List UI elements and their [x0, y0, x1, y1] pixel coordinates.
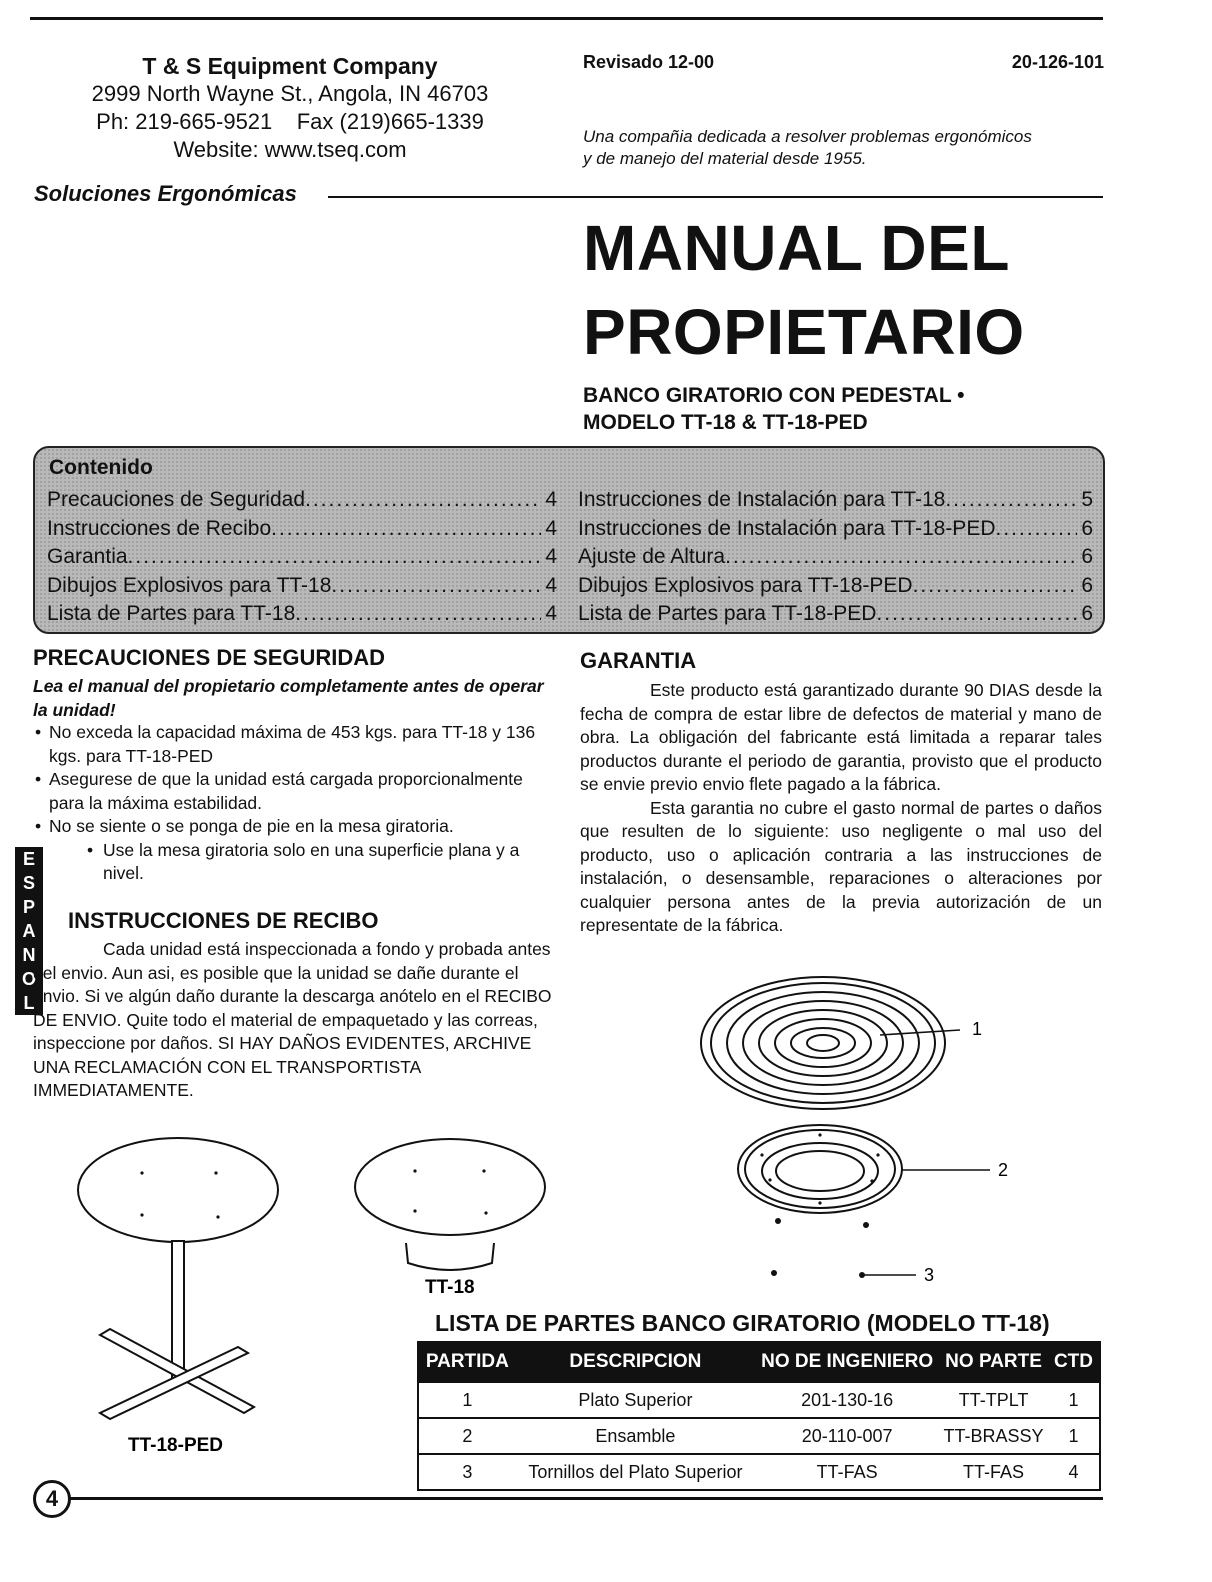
warranty-heading: GARANTIA — [580, 648, 697, 673]
tab-letter: L — [23, 993, 35, 1013]
toc-leader — [725, 543, 1077, 572]
company-tagline — [583, 126, 1113, 170]
table-cell: 3 — [418, 1454, 516, 1490]
toc-leader — [996, 515, 1078, 544]
toc-entry[interactable] — [47, 543, 557, 572]
list-item: • No exceda la capacidad máxima de 453 kgs. para TT-18 y 136 kgs. para TT-18-PED — [33, 721, 558, 768]
toc-entry[interactable] — [578, 572, 1093, 601]
company-phone-fax: Ph: 219-665-9521 Fax (219)665-1339 — [96, 109, 484, 134]
bearing-assembly-drawing — [738, 1125, 902, 1213]
column-header: NO PARTE — [939, 1342, 1048, 1382]
company-address: 2999 North Wayne St., Angola, IN 46703 — [91, 81, 489, 106]
tt18-table-drawing — [355, 1139, 545, 1270]
toc-leader — [295, 600, 541, 629]
toc-page: 4 — [545, 602, 557, 625]
company-website: Website: www.tseq.com — [173, 137, 407, 162]
callout-line-1 — [880, 1030, 960, 1035]
toc-label: Lista de Partes para TT-18-PED — [578, 602, 877, 625]
page-title — [583, 206, 1025, 374]
receiving-text — [33, 938, 558, 1103]
toc-label: Instrucciones de Recibo — [47, 516, 272, 540]
tagline-line-1: Una compañia dedicada a resolver problemas ergonómicos — [583, 127, 1032, 146]
tagline-line-2: y de manejo del material desde 1955. — [583, 149, 867, 168]
document-number: 20-126-101 — [1011, 52, 1104, 72]
column-header: DESCRIPCION — [516, 1342, 755, 1382]
table-cell: TT-BRASSY — [939, 1418, 1048, 1454]
toc-label: Dibujos Explosivos para TT-18-PED — [578, 573, 913, 597]
tab-letter: E — [22, 849, 35, 869]
toc-leader — [128, 543, 542, 572]
table-cell: Tornillos del Plato Superior — [516, 1454, 755, 1490]
table-row — [418, 1454, 1100, 1490]
toc-entry[interactable] — [47, 600, 557, 629]
toc-leader — [876, 600, 1077, 629]
column-header: PARTIDA — [418, 1342, 516, 1382]
table-row — [418, 1382, 1100, 1418]
toc-label: Instrucciones de Instalación para TT-18 — [578, 488, 946, 511]
receiving-paragraph: Cada unidad está inspeccionada a fondo y probada antes del envio. Aun asi, es posible que la unidad se dañe durante el envio. Si ve algún daño durante la descarga anótelo en el RECIBO DE ENVIO. Quite todo el material de empaquetado y las correas, inspeccione por daños. SI HAY DAÑOS EVIDENTES, ARCHIVE UNA RECLAMACIÓN CON EL TRANSPORTISTA IMMEDIATAMENTE. — [33, 939, 552, 1100]
table-cell: 20-110-007 — [755, 1418, 939, 1454]
table-row — [418, 1418, 1100, 1454]
pedestal-table-drawing — [78, 1138, 278, 1419]
tab-letter: A — [22, 921, 36, 941]
table-cell: 1 — [418, 1382, 516, 1418]
title-line-2: PROPIETARIO — [583, 296, 1025, 368]
toc-leader — [271, 515, 541, 544]
list-item: • No se siente o se ponga de pie en la mesa giratoria. — [33, 815, 558, 839]
toc-page: 4 — [545, 488, 557, 511]
bolt-icons — [771, 1218, 869, 1278]
warranty-paragraph-2: Esta garantia no cubre el gasto normal de partes o daños que resulten de lo siguiente: uso negligente o mal uso del producto, uso o aplicación contraria a las instrucciones de instalación, o desensamble, reparaciones o alteraciones por cualquier persona antes de la previa autorización de un representate de la fábrica. — [580, 797, 1102, 935]
table-cell: TT-FAS — [939, 1454, 1048, 1490]
table-cell: 2 — [418, 1418, 516, 1454]
label-tt-18-ped: TT-18-PED — [128, 1435, 224, 1456]
precautions-heading: PRECAUCIONES DE SEGURIDAD — [33, 645, 386, 670]
toc-page: 4 — [545, 545, 557, 568]
toc-page: 5 — [1081, 488, 1093, 511]
table-header-row — [418, 1342, 1100, 1382]
parts-list-title: LISTA DE PARTES BANCO GIRATORIO (MODELO TT-18) — [435, 1310, 1050, 1336]
section-banner: Soluciones Ergonómicas — [34, 181, 297, 206]
callout-1: 1 — [972, 1019, 983, 1039]
table-cell: 201-130-16 — [755, 1382, 939, 1418]
tab-letter: N — [22, 945, 36, 965]
title-line-1: MANUAL DEL — [583, 212, 1010, 284]
toc-leader — [331, 572, 541, 601]
toc-entry[interactable] — [47, 515, 557, 544]
receiving-heading: INSTRUCCIONES DE RECIBO — [68, 908, 379, 933]
table-cell: TT-FAS — [755, 1454, 939, 1490]
page-number: 4 — [33, 1480, 71, 1518]
contents-left-column — [47, 486, 557, 629]
table-cell: 4 — [1048, 1454, 1100, 1490]
list-item: • Use la mesa giratoria solo en una superficie plana y a nivel. — [33, 839, 558, 886]
list-item: • Asegurese de que la unidad está cargada proporcionalmente para la máxima estabilidad. — [33, 768, 558, 815]
toc-label: Ajuste de Altura — [578, 545, 726, 568]
toc-entry[interactable] — [578, 543, 1093, 572]
precautions-list — [33, 721, 558, 886]
toc-page: 6 — [1081, 545, 1093, 568]
toc-entry[interactable] — [47, 572, 557, 601]
company-name: T & S Equipment Company — [142, 53, 438, 79]
column-header: NO DE INGENIERO — [755, 1342, 939, 1382]
exploded-parts-drawing — [690, 975, 1070, 1295]
tab-letter: P — [22, 897, 35, 917]
subtitle-line-2: MODELO TT-18 & TT-18-PED — [583, 411, 868, 434]
page-subtitle — [583, 382, 965, 436]
warranty-paragraph-1: Este producto está garantizado durante 90 DIAS desde la fecha de compra de estar libre de defectos de material y mano de obra. La obligación del fabricante está limitada a reparar tales productos durante el periodo de garantia, provisto que el producto se envie previo envio flete pagado a la fábrica. — [580, 680, 1102, 794]
contents-heading: Contenido — [49, 456, 153, 479]
table-cell: 1 — [1048, 1382, 1100, 1418]
toc-page: 4 — [545, 516, 557, 540]
table-cell: 1 — [1048, 1418, 1100, 1454]
top-plate-drawing — [701, 977, 945, 1109]
toc-label: Dibujos Explosivos para TT-18 — [47, 573, 332, 597]
table-cell: Plato Superior — [516, 1382, 755, 1418]
callout-2: 2 — [998, 1160, 1009, 1180]
toc-leader — [913, 572, 1078, 601]
table-cell: TT-TPLT — [939, 1382, 1048, 1418]
bottom-rule — [70, 1497, 1103, 1500]
callout-3: 3 — [924, 1265, 935, 1285]
table-of-contents — [33, 446, 1105, 634]
toc-label: Garantia — [47, 545, 128, 568]
contents-right-column — [578, 486, 1093, 629]
company-block — [30, 52, 550, 164]
label-tt-18: TT-18 — [425, 1277, 475, 1298]
subtitle-line-1: BANCO GIRATORIO CON PEDESTAL • — [583, 384, 965, 407]
toc-leader — [945, 486, 1077, 515]
toc-label: Instrucciones de Instalación para TT-18-PED — [578, 516, 996, 540]
warranty-text — [580, 679, 1102, 938]
bearing-holes — [760, 1133, 879, 1204]
toc-entry[interactable] — [578, 515, 1093, 544]
toc-page: 6 — [1081, 516, 1093, 540]
toc-entry[interactable] — [578, 486, 1093, 515]
toc-page: 4 — [545, 573, 557, 597]
toc-page: 6 — [1081, 573, 1093, 597]
toc-leader — [305, 486, 541, 515]
revision-date: Revisado 12-00 — [583, 52, 715, 72]
toc-label: Precauciones de Seguridad — [47, 488, 306, 511]
tab-letter: O — [21, 969, 36, 989]
tab-letter: S — [22, 873, 35, 893]
column-header: CTD — [1048, 1342, 1100, 1382]
toc-page: 6 — [1081, 602, 1093, 625]
toc-entry[interactable] — [47, 486, 557, 515]
banner-rule — [328, 196, 1103, 198]
toc-entry[interactable] — [578, 600, 1093, 629]
table-cell: Ensamble — [516, 1418, 755, 1454]
precautions-lead: Lea el manual del propietario completamente antes de operar la unidad! — [33, 676, 544, 720]
toc-label: Lista de Partes para TT-18 — [47, 602, 296, 625]
top-rule — [30, 17, 1103, 20]
parts-table — [417, 1341, 1101, 1491]
